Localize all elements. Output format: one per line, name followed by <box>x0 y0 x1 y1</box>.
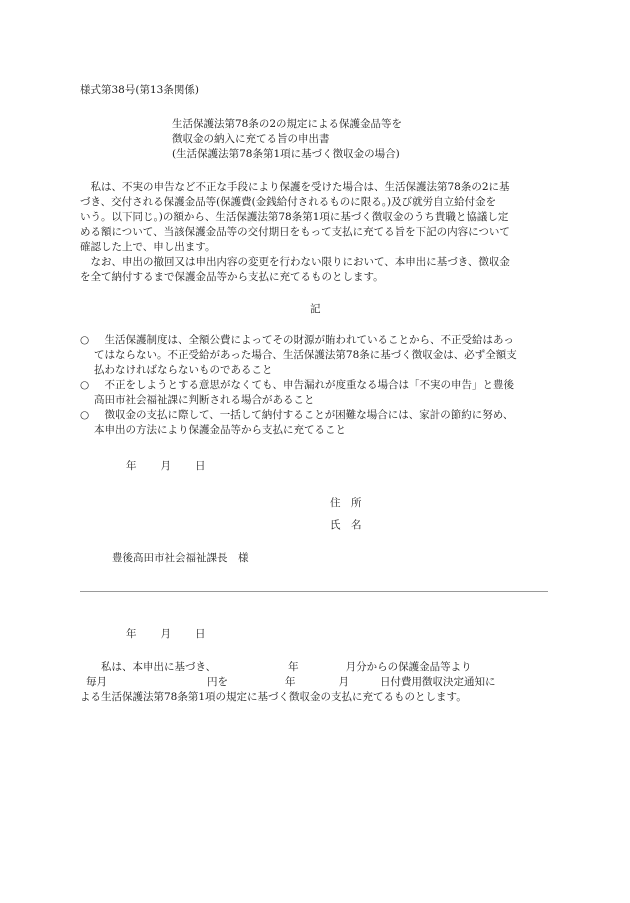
form-number: 様式第38号(第13条関係) <box>80 84 199 96</box>
paragraph-1-line: 確認した上で、申し出ます。 <box>80 241 216 253</box>
item-line: 徴収金の支払に際して、一括して納付することが困難な場合には、家計の節約に努め、 <box>94 409 514 421</box>
applicant-fields <box>330 492 362 536</box>
item-3 <box>80 408 517 438</box>
address-label: 住 所 <box>330 497 362 509</box>
title-line-3: (生活保護法第78条第1項に基づく徴収金の場合) <box>172 148 400 160</box>
item-line: 本申出の方法により保護金品等から支払に充てること <box>94 424 346 436</box>
month-label: 月 <box>160 628 171 640</box>
statement-line-3: よる生活保護法第78条第1項の規定に基づく徴収金の支払に充てるものとします。 <box>80 691 467 703</box>
paragraph-2-line: を全て納付するまで保護金品等から支払に充てるものとします。 <box>80 271 384 283</box>
item-1 <box>80 333 517 378</box>
statement-line-1: 私は、本申出に基づき、 年 月分からの保護金品等より <box>101 661 472 673</box>
paragraph-1-line: づき、交付される保護金品等(保護費(金銭給付されるものに限る。)及び就労自立給付金を <box>80 196 497 208</box>
divider <box>80 591 548 592</box>
title-line-2: 徴収金の納入に充てる旨の申出書 <box>172 133 330 145</box>
year-label: 年 <box>126 460 137 472</box>
item-line: 高田市社会福祉課に判断される場合があること <box>94 394 315 406</box>
circle-bullet-icon: ○ <box>80 334 90 346</box>
name-label: 氏 名 <box>330 519 362 531</box>
declaration-body <box>80 180 552 285</box>
year-label: 年 <box>126 628 137 640</box>
statement-line-2: 毎月 円を 年 月 日付費用徴収決定通知に <box>86 676 496 688</box>
item-line: 不正をしようとする意思がなくても、申告漏れが度重なる場合は「不実の申告」と豊後 <box>94 379 514 391</box>
date-line <box>126 458 206 473</box>
confirmation-items <box>80 333 517 438</box>
paragraph-2 <box>80 255 552 285</box>
paragraph-1-line: める額について、当該保護金品等の交付期日をもって支払に充てる旨を下記の内容について <box>80 226 510 238</box>
paragraph-1 <box>80 180 552 255</box>
circle-bullet-icon: ○ <box>80 409 90 421</box>
paragraph-2-line: なお、申出の撤回又は申出内容の変更を行わない限りにおいて、本申出に基づき、徴収金 <box>80 256 510 268</box>
item-line: 生活保護制度は、全額公費によってその財源が賄われていることから、不正受給はあっ <box>94 334 514 346</box>
item-line: てはならない。不正受給があった場合、生活保護法第78条に基づく徴収金は、必ず全額支 <box>94 349 517 361</box>
paragraph-1-line: 私は、不実の申告など不正な手段により保護を受けた場合は、生活保護法第78条の2に基 <box>80 181 510 193</box>
date-line <box>126 626 206 641</box>
paragraph-1-line: いう。以下同じ。)の額から、生活保護法第78条第1項に基づく徴収金のうち貴職と協議し定 <box>80 211 509 223</box>
addressee: 豊後高田市社会福祉課長 様 <box>112 552 249 564</box>
circle-bullet-icon: ○ <box>80 379 90 391</box>
ki-heading: 記 <box>310 303 321 315</box>
month-label: 月 <box>160 460 171 472</box>
day-label: 日 <box>195 460 206 472</box>
title-line-1: 生活保護法第78条の2の規定による保護金品等を <box>172 118 403 130</box>
day-label: 日 <box>195 628 206 640</box>
item-line: 払わなければならないものであること <box>94 364 273 376</box>
payment-statement <box>80 660 496 705</box>
item-2 <box>80 378 517 408</box>
document-title <box>172 117 402 162</box>
